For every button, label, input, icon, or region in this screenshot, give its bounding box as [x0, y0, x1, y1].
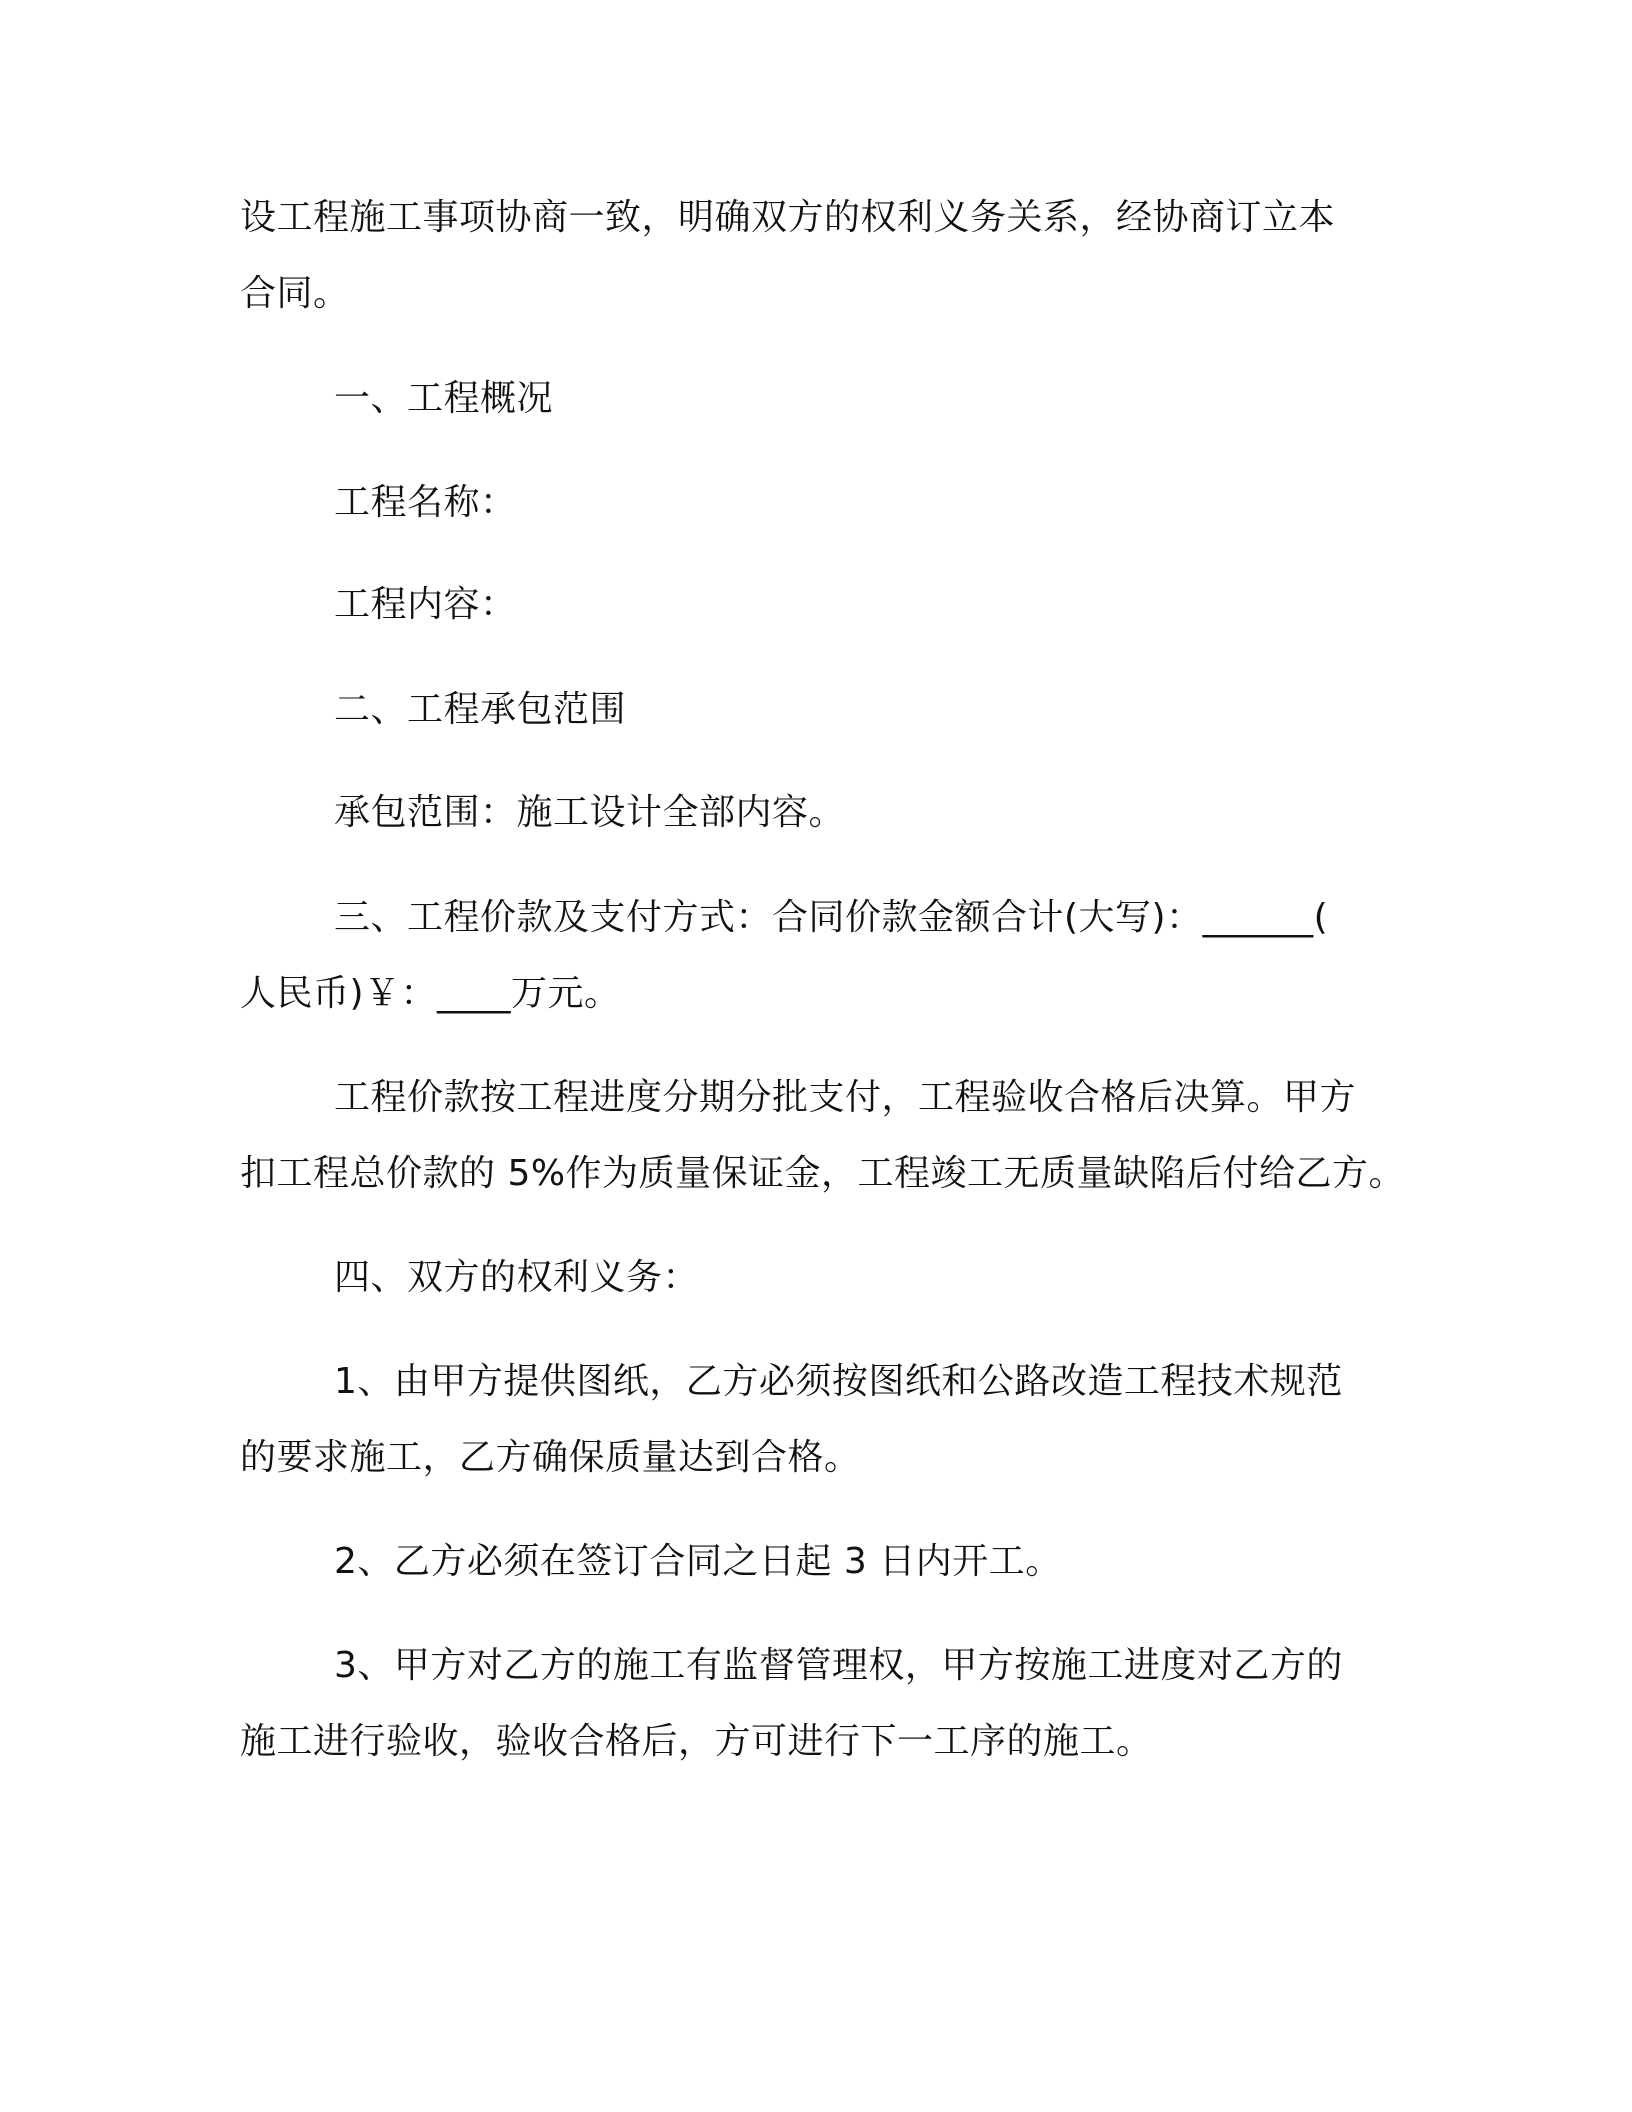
- paragraph-line: 合同。: [240, 273, 350, 314]
- payment-paragraph-line: 扣工程总价款的 5%作为质量保证金，工程竣工无质量缺陷后付给乙方。: [240, 1153, 1406, 1194]
- payment-paragraph-line: 工程价款按工程进度分期分批支付，工程验收合格后决算。甲方: [334, 1077, 1357, 1118]
- clause-3-line: 3、甲方对乙方的施工有监督管理权，甲方按施工进度对乙方的: [334, 1645, 1343, 1686]
- clause-2-line: 2、乙方必须在签订合同之日起 3 日内开工。: [334, 1541, 1062, 1582]
- section-heading-4: 四、双方的权利义务：: [334, 1257, 700, 1298]
- section-heading-2: 二、工程承包范围: [334, 689, 627, 730]
- clause-1-line: 的要求施工，乙方确保质量达到合格。: [240, 1437, 861, 1478]
- price-paragraph-line: 三、工程价款及支付方式：合同价款金额合计(大写)：______(: [334, 897, 1329, 938]
- clause-3-line: 施工进行验收，验收合格后，方可进行下一工序的施工。: [240, 1721, 1153, 1762]
- section-heading-1: 一、工程概况: [334, 378, 554, 419]
- paragraph-line: 设工程施工事项协商一致，明确双方的权利义务关系，经协商订立本: [240, 197, 1336, 238]
- clause-1-line: 1、由甲方提供图纸，乙方必须按图纸和公路改造工程技术规范: [334, 1361, 1343, 1402]
- scope-paragraph: 承包范围：施工设计全部内容。: [334, 792, 846, 833]
- price-paragraph-line: 人民币)￥：____万元。: [240, 973, 621, 1014]
- project-name-label: 工程名称：: [334, 482, 517, 523]
- project-content-label: 工程内容：: [334, 584, 517, 625]
